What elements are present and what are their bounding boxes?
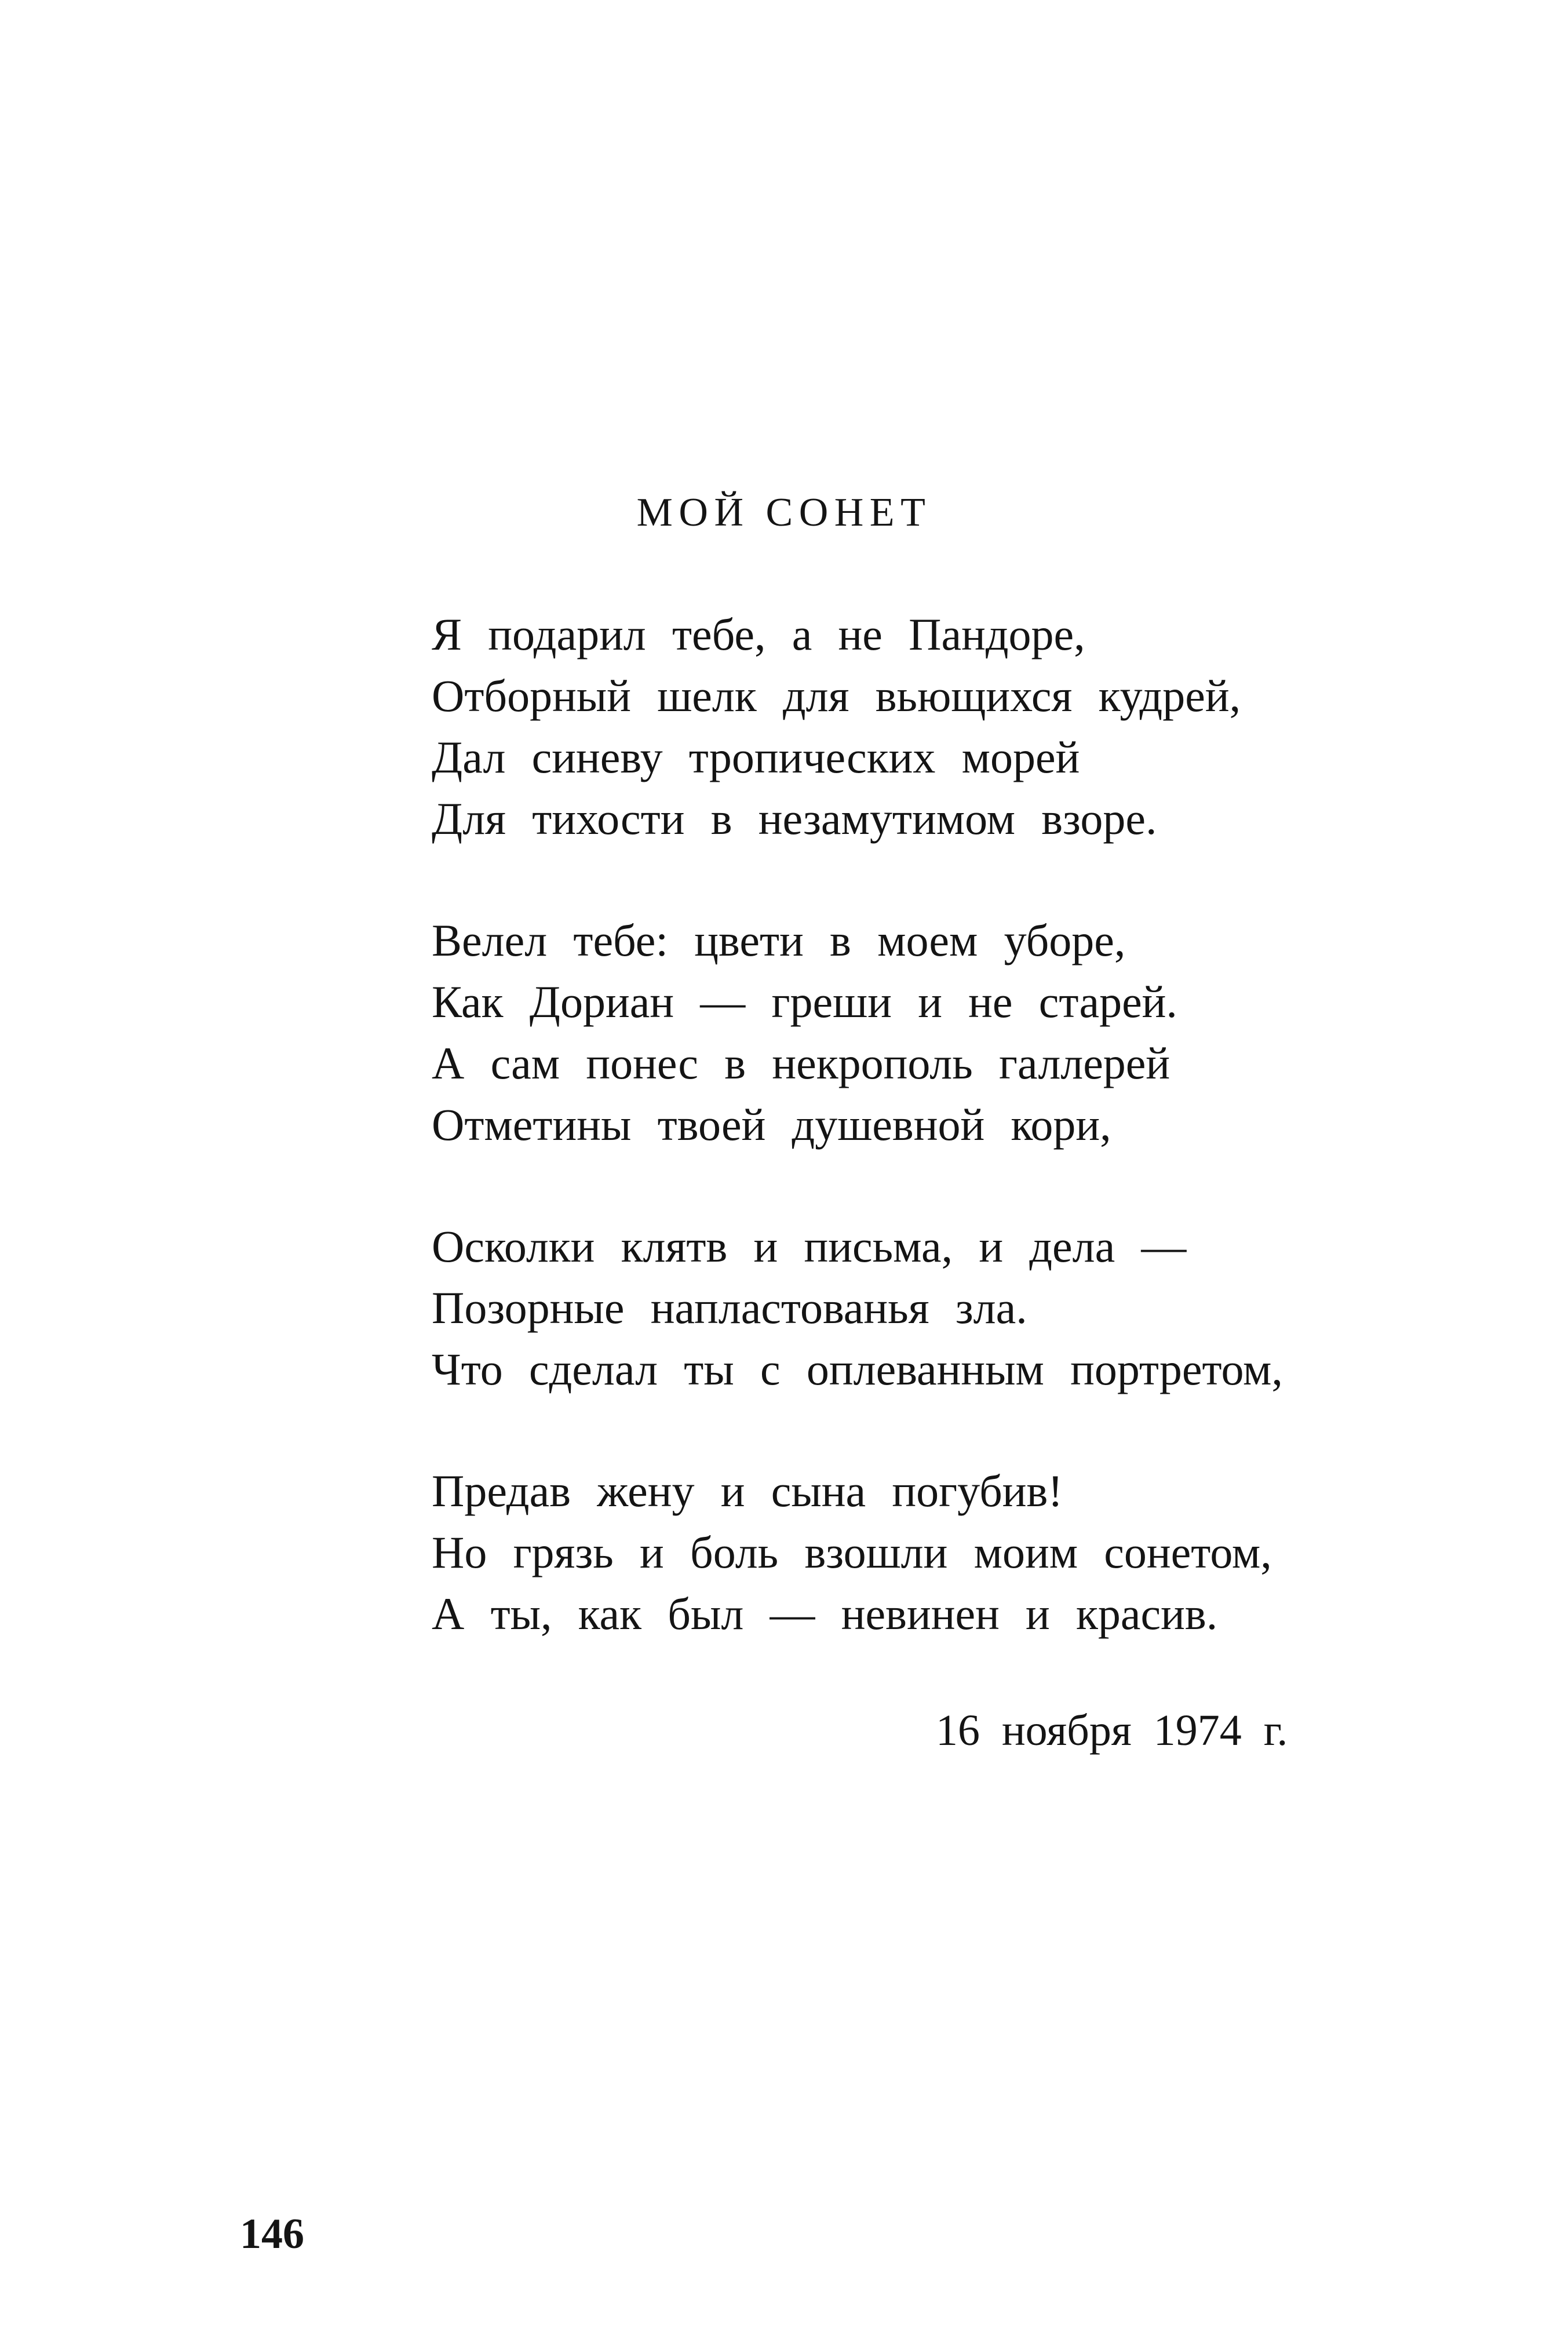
poem-line: А ты, как был — невинен и красив.	[432, 1588, 1218, 1639]
poem-line: Что сделал ты с оплеванным портретом,	[432, 1344, 1283, 1394]
poem-line: Осколки клятв и письма, и дела —	[432, 1221, 1187, 1271]
poem-body	[432, 604, 1283, 1705]
poem-line: А сам понес в некрополь галлерей	[432, 1038, 1170, 1088]
poem-date: 16 ноября 1974 г.	[936, 1706, 1288, 1755]
poem-line: Я подарил тебе, а не Пандоре,	[432, 609, 1085, 659]
stanza-3	[432, 1216, 1283, 1400]
poem-title: МОЙ СОНЕТ	[636, 490, 932, 535]
poem-line: Позорные напластованья зла.	[432, 1282, 1027, 1333]
poem-line: Для тихости в незамутимом взоре.	[432, 793, 1157, 844]
poem-line: Но грязь и боль взошли моим сонетом,	[432, 1527, 1272, 1577]
stanza-1	[432, 604, 1283, 850]
poem-line: Как Дориан — греши и не старей.	[432, 976, 1177, 1027]
poem-line: Велел тебе: цвети в моем уборе,	[432, 915, 1126, 965]
stanza-4	[432, 1460, 1283, 1645]
poem-line: Отметины твоей душевной кори,	[432, 1099, 1111, 1150]
poem-line: Отборный шелк для вьющихся кудрей,	[432, 671, 1241, 721]
poem-line: Предав жену и сына погубив!	[432, 1466, 1063, 1516]
stanza-2	[432, 910, 1283, 1156]
poem-line: Дал синеву тропических морей	[432, 732, 1080, 782]
page-number: 146	[240, 2210, 304, 2258]
